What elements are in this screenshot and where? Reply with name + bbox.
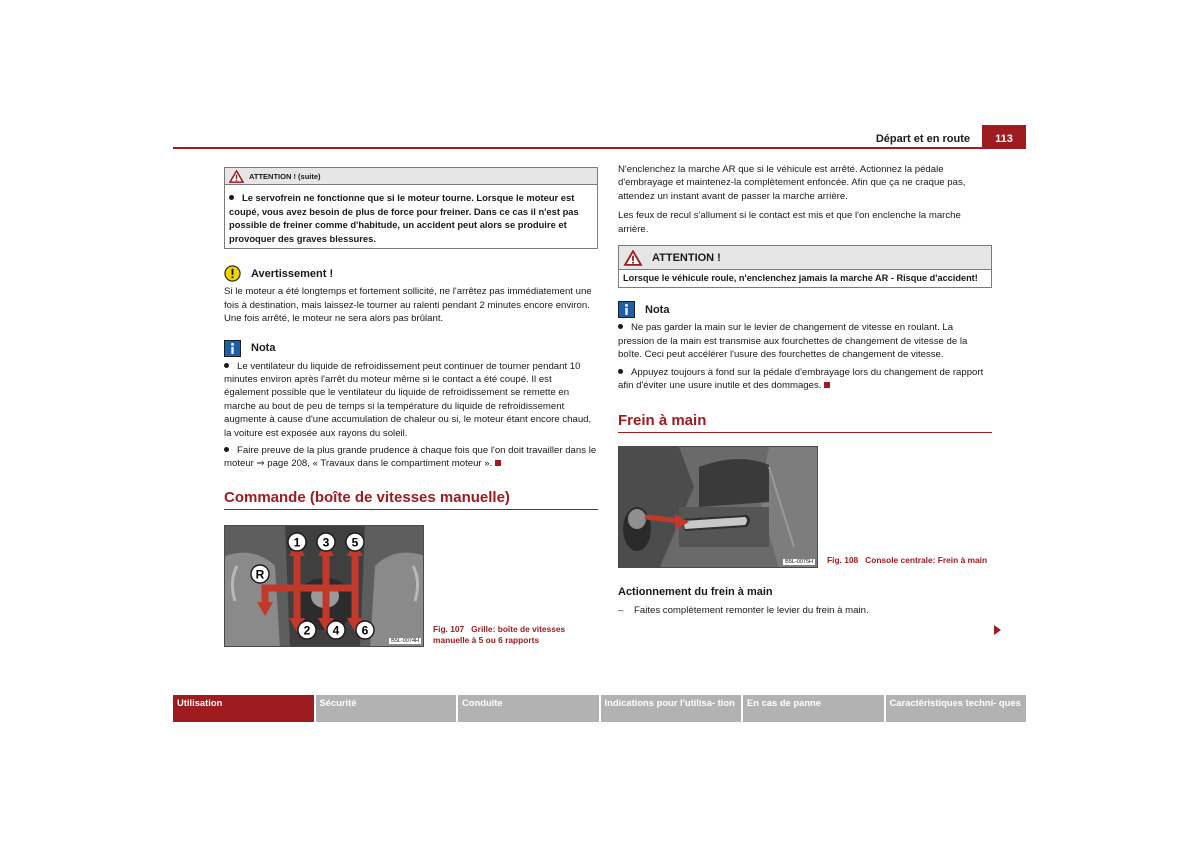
info-icon: [224, 340, 241, 357]
nota-bullet-2: [224, 444, 598, 471]
reverse-lights-paragraph: Les feux de recul s'allument si le contact est mis et que l'on enclenche la marche arrière.: [618, 210, 961, 235]
exclamation-circle-icon: [224, 265, 241, 282]
figure-107-text: Grille: boîte de vitesses manuelle à 5 ou 6 rapports: [433, 623, 566, 645]
tab-conduite[interactable]: Conduite: [458, 695, 601, 722]
section-title-commande: Commande (boîte de vitesses manuelle): [224, 489, 598, 510]
gear-label-5: 5: [351, 535, 359, 550]
info-icon: [618, 301, 635, 318]
figure-107-caption: [433, 624, 573, 647]
gear-label-2: 2: [303, 623, 311, 638]
warning-box-header: [225, 168, 597, 185]
header-rule: [173, 147, 1026, 149]
left-column: [224, 167, 598, 647]
nota-title: Nota: [645, 303, 670, 316]
step-text: Faites complètement remonter le levier du frein à main.: [634, 605, 869, 617]
end-mark-icon: [824, 382, 830, 388]
running-header: Départ et en route: [875, 133, 970, 145]
figure-108-text: Console centrale: Frein à main: [865, 555, 988, 566]
nota-bullet-2-text: Appuyez toujours à fond sur la pédale d'embrayage lors du changement de rapport afin d'éviter une usure inutile et des dommages.: [618, 366, 984, 392]
right-column: [618, 163, 992, 618]
warning-box-body: Lorsque le véhicule roule, n'enclenchez jamais la marche AR - Risque d'accident!: [623, 273, 978, 284]
figure-108-row: [618, 446, 992, 568]
nota-bullet-1: [618, 321, 992, 361]
warning-box-title: ATTENTION ! (suite): [249, 171, 321, 181]
gear-label-3: 3: [322, 535, 330, 550]
tab-en-cas-de-panne[interactable]: En cas de panne: [743, 695, 886, 722]
handbrake-figure: [618, 446, 818, 568]
figure-108-caption: [827, 555, 992, 568]
warning-box-reverse: [618, 245, 992, 288]
figure-code: B5L-0075H: [785, 559, 813, 566]
avertissement-block: [224, 265, 598, 325]
nota-bullet-1-text: Ne pas garder la main sur le levier de changement de vitesse en roulant. La pression de la main est transmise aux fourchettes de changement de vitesse de la boîte. Ceci peut accélérer l'usure des fourchettes de changement de vitesse.: [618, 322, 968, 361]
avertissement-text: Si le moteur a été longtemps et fortement sollicité, ne l'arrêtez pas immédiatement une fois à destination, mais laissez-le tourner au ralenti pendant 2 minutes encore environ. Une fois arrêté, le moteur ne sera alors pas brûlant.: [224, 286, 592, 325]
nota-heading: [224, 340, 598, 357]
gear-label-6: 6: [361, 623, 369, 638]
figure-107-row: [224, 525, 598, 647]
avertissement-heading: [224, 265, 598, 282]
gearshift-figure: [224, 525, 424, 647]
tab-caracteristiques[interactable]: Caractéristiques techni- ques: [886, 695, 1027, 722]
figure-108-number: Fig. 108: [827, 555, 859, 566]
warning-triangle-icon: [229, 170, 244, 183]
tab-utilisation[interactable]: Utilisation: [173, 695, 316, 722]
warning-box-title: ATTENTION !: [652, 251, 721, 264]
nota-block-right: [618, 301, 992, 392]
figure-107-number: Fig. 107: [433, 623, 465, 634]
end-mark-icon: [495, 460, 501, 466]
nota-block-left: [224, 340, 598, 471]
tab-indications[interactable]: Indications pour l'utilisa- tion: [601, 695, 744, 722]
gear-label-4: 4: [332, 623, 340, 638]
gear-label-r: R: [255, 567, 265, 582]
nota-bullet-1-text: Le ventilateur du liquide de refroidissement peut continuer de tourner pendant 10 minutes environ après l'arrêt du moteur même si le contact a été coupé. Il est également possible que le ventilateur du liquide de refroidissement se remette en marche au bout de peu de temps si la température du liquide de refroidissement augmente à cause d'une accumulation de chaleur ou si, le moteur étant encore chaud, la voiture est exposée aux rayons du soleil.: [224, 360, 592, 439]
handbrake-illustration: [619, 447, 818, 568]
continue-arrow-icon: [994, 625, 1001, 635]
bullet-dot: [224, 363, 229, 368]
nota-bullet-2-text: Faire preuve de la plus grande prudence à chaque fois que l'on doit travailler dans le moteur ⇒ page 208, « Travaux dans le compartiment moteur ».: [224, 445, 597, 470]
avertissement-title: Avertissement !: [251, 267, 334, 280]
bullet-dot: [618, 369, 623, 374]
nota-title: Nota: [251, 342, 276, 355]
reverse-gear-paragraph: N'enclenchez la marche AR que si le véhicule est arrêté. Actionnez la pédale d'embrayage et maintenez-la complètement enfoncée. Afin que ça ne craque pas, attendez un instant avant de passer la marche arrière.: [618, 164, 966, 202]
chapter-tabs: [173, 695, 1026, 722]
nota-bullet-2: [618, 366, 992, 393]
bullet-dot: [224, 447, 229, 452]
section-title-frein: Frein à main: [618, 412, 992, 433]
bullet-dot: [618, 324, 623, 329]
warning-box-body: [225, 185, 597, 248]
step-dash: –: [618, 605, 624, 617]
subsection-title-actionnement: Actionnement du frein à main: [618, 586, 773, 599]
warning-box-continued: [224, 167, 598, 249]
figure-code: B5L-0074H: [391, 637, 419, 644]
nota-heading: [618, 301, 992, 318]
tab-securite[interactable]: Sécurité: [316, 695, 459, 722]
warning-box-header: [619, 246, 991, 270]
gearshift-illustration: [225, 526, 424, 647]
nota-bullet-1: [224, 360, 598, 440]
page-number: 113: [982, 125, 1026, 149]
warning-triangle-icon: [623, 250, 643, 266]
step-item: [618, 604, 992, 617]
bullet-dot: [229, 195, 234, 200]
warning-text: Le servofrein ne fonctionne que si le moteur tourne. Lorsque le moteur est coupé, vous avez besoin de plus de force pour freiner. Dans ce cas il n'est pas possible de freiner comme d'habitude, un accident peut alors se produire et provoquer des graves blessures.: [229, 192, 579, 244]
gear-label-1: 1: [293, 535, 301, 550]
